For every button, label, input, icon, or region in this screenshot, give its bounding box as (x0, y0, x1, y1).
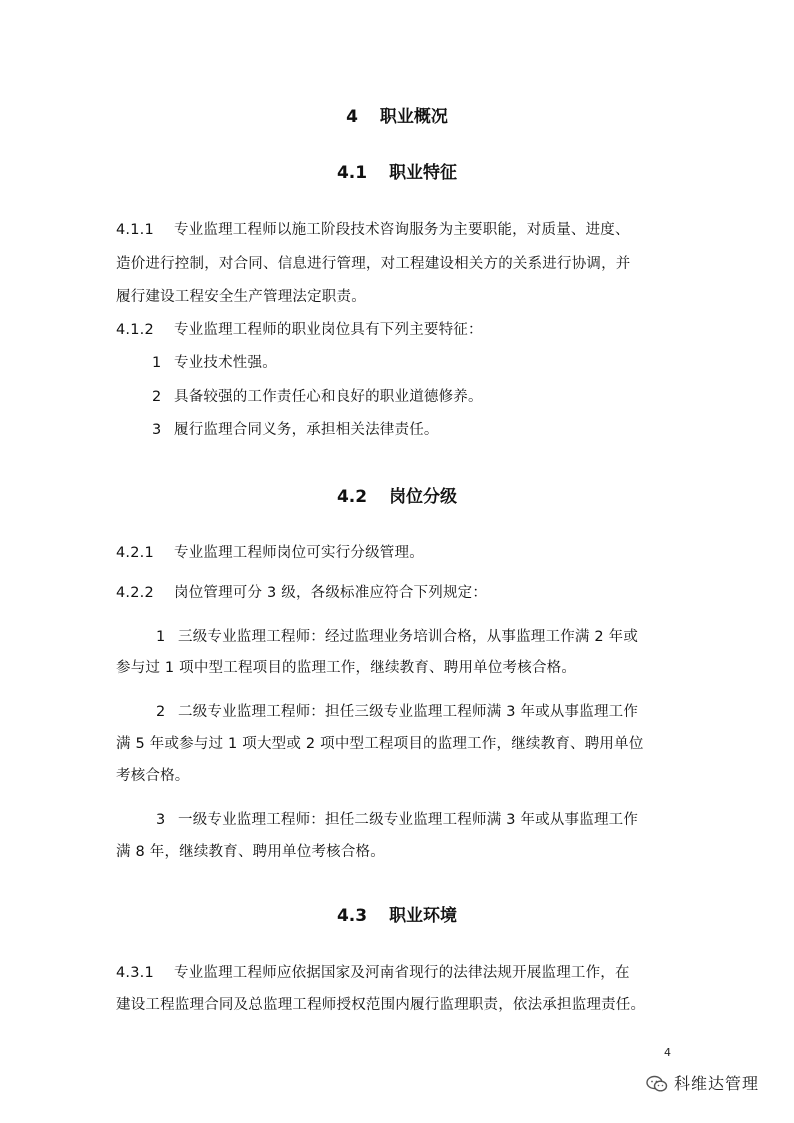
section-heading-4-3 (0, 905, 794, 927)
clause-4-2-1-line-1 (116, 543, 686, 563)
clause-text: 专业监理工程师应依据国家及河南省现行的法律法规开展监理工作，在 (174, 965, 630, 981)
item-text: 考核合格。 (116, 768, 190, 784)
section-heading-4-1 (0, 162, 794, 184)
item-number: 2 (156, 704, 166, 720)
list-item-continuation (116, 734, 686, 754)
section-title: 岗位分级 (389, 487, 458, 507)
clause-4-3-1-line-2 (116, 995, 686, 1015)
clause-4-1-1-line-2 (116, 254, 686, 274)
clause-number: 4.2.2 (116, 585, 154, 601)
section-title: 职业环境 (389, 906, 458, 926)
clause-number: 4.3.1 (116, 965, 154, 981)
section-title: 职业特征 (389, 163, 458, 183)
list-item-continuation (116, 766, 686, 786)
clause-text: 造价进行控制，对合同、信息进行管理，对工程建设相关方的关系进行协调，并 (116, 256, 631, 272)
clause-number: 4.2.1 (116, 545, 154, 561)
wechat-icon (646, 1075, 668, 1093)
clause-text: 专业监理工程师岗位可实行分级管理。 (174, 545, 424, 561)
item-text: 履行监理合同义务，承担相关法律责任。 (174, 422, 439, 438)
item-number: 1 (156, 629, 166, 645)
clause-text: 建设工程监理合同及总监理工程师授权范围内履行监理职责，依法承担监理责任。 (116, 997, 646, 1013)
item-text: 具备较强的工作责任心和良好的职业道德修养。 (174, 389, 483, 405)
clause-4-1-2-line-1 (116, 320, 686, 340)
clause-4-1-1-line-3 (116, 287, 686, 307)
clause-text: 专业监理工程师的职业岗位具有下列主要特征： (174, 322, 483, 338)
item-number: 2 (152, 389, 162, 405)
item-number: 3 (152, 422, 162, 438)
list-item-continuation (116, 658, 686, 678)
item-text: 参与过 1 项中型工程项目的监理工作，继续教育、聘用单位考核合格。 (116, 660, 577, 676)
list-item (152, 353, 722, 373)
clause-4-1-1-line-1 (116, 220, 686, 240)
chapter-heading (0, 106, 794, 128)
watermark-text: 科维达管理 (674, 1074, 760, 1093)
clause-4-2-2-line-1 (116, 583, 686, 603)
chapter-number: 4 (346, 107, 358, 127)
clause-4-3-1-line-1 (116, 963, 686, 983)
list-item (152, 387, 722, 407)
list-item (152, 420, 722, 440)
item-text: 三级专业监理工程师：经过监理业务培训合格，从事监理工作满 2 年或 (178, 629, 639, 645)
list-item (156, 627, 726, 647)
clause-text: 履行建设工程安全生产管理法定职责。 (116, 289, 366, 305)
clause-text: 专业监理工程师以施工阶段技术咨询服务为主要职能，对质量、进度、 (174, 222, 630, 238)
clause-number: 4.1.2 (116, 322, 154, 338)
chapter-title: 职业概况 (379, 107, 448, 127)
item-text: 二级专业监理工程师：担任三级专业监理工程师满 3 年或从事监理工作 (178, 704, 639, 720)
page-number: 4 (664, 1046, 671, 1059)
clause-number: 4.1.1 (116, 222, 154, 238)
section-number: 4.2 (336, 487, 368, 507)
section-number: 4.1 (336, 163, 368, 183)
clause-text: 岗位管理可分 3 级，各级标准应符合下列规定： (174, 585, 488, 601)
item-text: 一级专业监理工程师：担任二级专业监理工程师满 3 年或从事监理工作 (178, 812, 639, 828)
section-heading-4-2 (0, 486, 794, 508)
item-number: 3 (156, 812, 166, 828)
item-text: 专业技术性强。 (174, 355, 277, 371)
watermark (646, 1074, 759, 1094)
item-number: 1 (152, 355, 162, 371)
section-number: 4.3 (336, 906, 368, 926)
item-text: 满 8 年，继续教育、聘用单位考核合格。 (116, 844, 385, 860)
item-text: 满 5 年或参与过 1 项大型或 2 项中型工程项目的监理工作，继续教育、聘用单位 (116, 736, 644, 752)
list-item (156, 702, 726, 722)
list-item-continuation (116, 842, 686, 862)
list-item (156, 810, 726, 830)
